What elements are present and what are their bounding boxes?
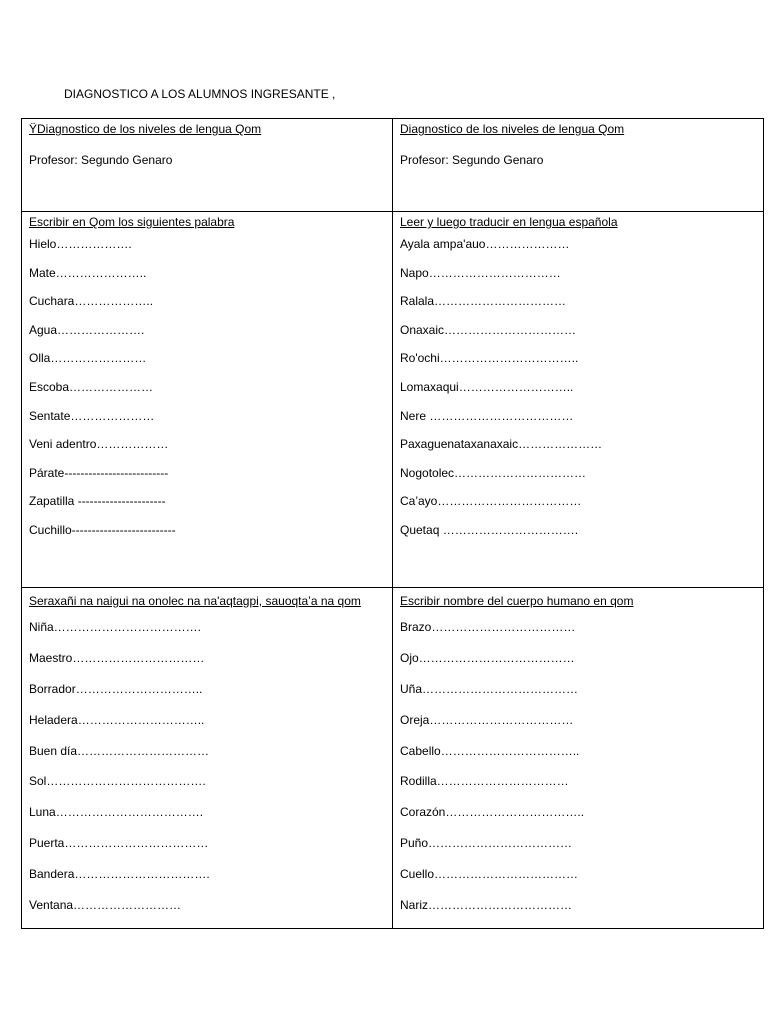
list-item: Cabello……………………………..: [400, 743, 580, 758]
section2-right-heading: Leer y luego traducir en lengua española: [400, 215, 618, 229]
header-cell-left: [22, 119, 393, 212]
list-item: Mate…………………..: [29, 265, 147, 280]
list-item: Brazo………………………………: [400, 620, 576, 634]
list-item: Maestro……………………………: [29, 650, 205, 665]
list-item: Olla……………………: [29, 351, 147, 366]
list-item: Ojo…………………………………: [400, 650, 575, 665]
list-item: Lomaxaqui………………………..: [400, 379, 574, 394]
list-item: Oreja………………………………: [400, 712, 574, 727]
list-item: Ro'ochi……………………………..: [400, 351, 579, 366]
list-item: Uña…………………………………: [400, 681, 579, 696]
list-item: Nogotolec……………………………: [400, 465, 587, 480]
list-item: Ralala……………………………: [400, 294, 567, 309]
list-item: Niña……………………………….: [29, 620, 202, 634]
section2-cell-left: [22, 212, 393, 588]
section3-left-list: [29, 619, 392, 928]
list-item: Puerta………………………………: [29, 836, 209, 851]
section3-right-heading: Escribir nombre del cuerpo humano en qom: [400, 594, 634, 608]
list-item: Paxaguenataxanaxaic…………………: [400, 437, 603, 452]
list-item: Sentate…………………: [29, 408, 155, 423]
section3-left-heading: Seraxañi na naigui na onolec na na'aqtagpi, sauoqta’a na qom: [29, 594, 361, 608]
list-item: Luna……………………………….: [29, 805, 204, 820]
list-item: Puño………………………………: [400, 836, 573, 851]
list-item: Ventana………………………: [29, 898, 182, 913]
section3-cell-right: [393, 588, 764, 929]
list-item: Corazón……………………………..: [400, 805, 585, 820]
list-item: Rodilla……………………………: [400, 774, 569, 789]
section2-left-list: [29, 236, 392, 551]
list-item: Borrador…………………………..: [29, 681, 203, 696]
section2-right-list: [400, 236, 763, 551]
list-item: Veni adentro………………: [29, 437, 169, 452]
list-item: Buen día……………………………: [29, 743, 210, 758]
list-item: Párate--------------------------: [29, 465, 169, 480]
section3-row: [22, 588, 764, 929]
header-cell-right: [393, 119, 764, 212]
header-left-professor: Profesor: Segundo Genaro: [29, 153, 173, 167]
list-item: Cuchillo--------------------------: [29, 522, 176, 537]
list-item: Hielo……………….: [29, 237, 132, 251]
header-right-heading: Diagnostico de los niveles de lengua Qom: [400, 122, 625, 136]
diagnostic-table: [21, 118, 764, 929]
section2-cell-right: [393, 212, 764, 588]
section3-cell-left: [22, 588, 393, 929]
list-item: Cuello………………………………: [400, 867, 579, 882]
section3-right-list: [400, 619, 763, 928]
list-item: Cuchara………………..: [29, 294, 154, 309]
list-item: Nariz………………………………: [400, 898, 573, 913]
list-item: Onaxaic……………………………: [400, 322, 577, 337]
header-row: [22, 119, 764, 212]
list-item: Agua………………….: [29, 322, 145, 337]
list-item: Napo……………………………: [400, 265, 561, 280]
list-item: Heladera…………………………..: [29, 712, 205, 727]
document-title: DIAGNOSTICO A LOS ALUMNOS INGRESANTE ,: [64, 87, 336, 101]
list-item: Ca’ayo………………………………: [400, 494, 582, 509]
list-item: Escoba…………………: [29, 379, 154, 394]
section2-row: [22, 212, 764, 588]
list-item: Nere ………………………………: [400, 408, 574, 423]
list-item: Ayala ampa'auo…………………: [400, 237, 570, 251]
list-item: Zapatilla ----------------------: [29, 494, 166, 509]
header-left-heading: ŸDiagnostico de los niveles de lengua Qom: [29, 122, 262, 136]
list-item: Quetaq …………………………….: [400, 522, 579, 537]
list-item: Sol………………………………….: [29, 774, 206, 789]
section2-left-heading: Escribir en Qom los siguientes palabra: [29, 215, 235, 229]
list-item: Bandera…………………………….: [29, 867, 210, 882]
header-right-professor: Profesor: Segundo Genaro: [400, 153, 544, 167]
